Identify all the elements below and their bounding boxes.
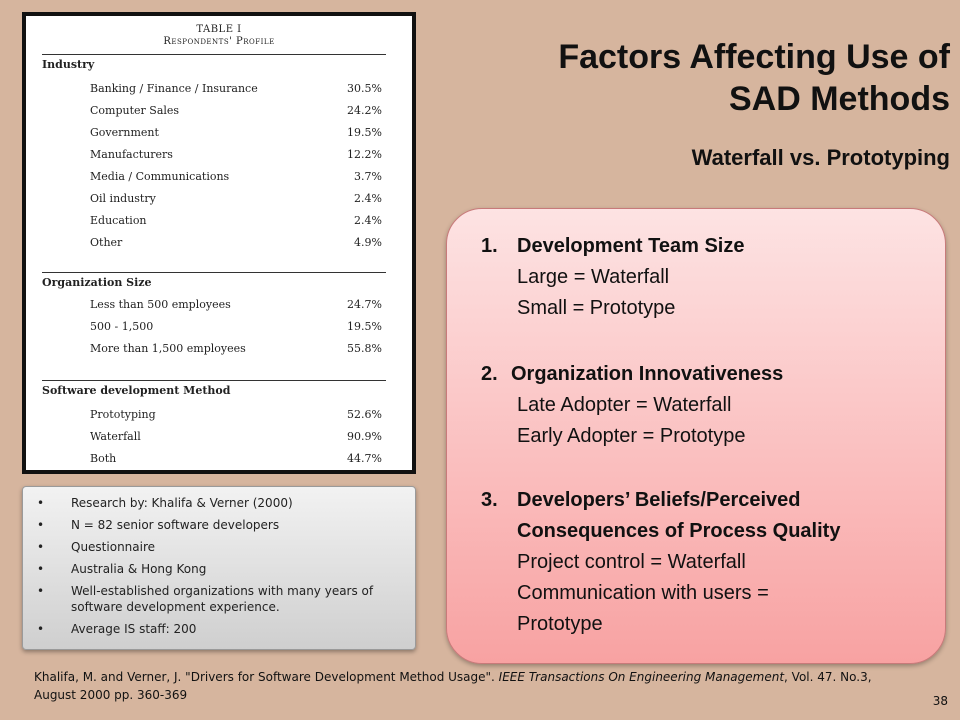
slide-title-line1: Factors Affecting Use of (558, 38, 950, 76)
citation: Khalifa, M. and Verner, J. "Drivers for Software Development Method Usage". IEEE Transactions On Engineering Management, Vol. 47. No.3, August 2000 pp. 360-369 (34, 670, 872, 702)
bullet-icon: • (37, 496, 45, 510)
factor-heading: Development Team Size (517, 235, 745, 257)
factors-box (446, 208, 946, 664)
table-row: More than 1,500 employees 55.8% (90, 342, 382, 355)
list-item: • Well-established organizations with many years of software development experience. (37, 584, 374, 614)
table-row: Education 2.4% (90, 214, 382, 227)
list-item: • Research by: Khalifa & Verner (2000) (37, 496, 293, 510)
factor-detail: Late Adopter = Waterfall (517, 394, 732, 416)
factor-heading: Organization Innovativeness (511, 363, 784, 385)
factor-detail: Communication with users = (517, 582, 769, 604)
factor-detail: Early Adopter = Prototype (517, 425, 746, 447)
factor-detail: Prototype (517, 613, 603, 635)
table-row: Prototyping 52.6% (90, 408, 382, 421)
bullet-icon: • (37, 584, 45, 598)
table-row: Computer Sales 24.2% (90, 104, 382, 117)
table-row: Government 19.5% (90, 126, 382, 139)
respondents-table-image (22, 12, 416, 474)
table-row: Media / Communications 3.7% (90, 170, 382, 183)
table-row: Banking / Finance / Insurance 30.5% (90, 82, 382, 95)
table-row: Both 44.7% (90, 452, 382, 465)
factor-heading: Consequences of Process Quality (517, 520, 841, 542)
slide-subtitle: Waterfall vs. Prototyping (691, 145, 950, 170)
bullet-icon: • (37, 540, 45, 554)
factor-number: 1. (481, 235, 498, 257)
factor-detail: Large = Waterfall (517, 266, 670, 288)
list-item: • Average IS staff: 200 (37, 622, 197, 636)
bullet-icon: • (37, 562, 45, 576)
factor-heading: Developers’ Beliefs/Perceived (517, 489, 801, 511)
list-item: • Questionnaire (37, 540, 156, 554)
table-row: Less than 500 employees 24.7% (90, 298, 382, 311)
factor-detail: Small = Prototype (517, 297, 676, 319)
respondents-table (26, 16, 412, 470)
table-row: Waterfall 90.9% (90, 430, 382, 443)
table-number: TABLE I (196, 24, 242, 35)
table-row: Other 4.9% (90, 236, 382, 249)
factor-detail: Project control = Waterfall (517, 551, 746, 573)
list-item: • N = 82 senior software developers (37, 518, 280, 532)
study-details-box (22, 486, 416, 650)
table-caption: Respondents' Profile (163, 36, 275, 47)
factor-number: 3. (481, 489, 498, 511)
page-number: 38 (932, 694, 948, 708)
table-row: Manufacturers 12.2% (90, 148, 382, 161)
table-rule (42, 272, 386, 273)
bullet-icon: • (37, 622, 45, 636)
section-title-organization-size: Organization Size (42, 276, 152, 289)
section-title-industry: Industry (42, 58, 95, 71)
bullet-icon: • (37, 518, 45, 532)
factor-number: 2. (481, 363, 498, 385)
section-title-software-method: Software development Method (42, 384, 231, 397)
slide-title-line2: SAD Methods (729, 80, 950, 118)
slide-title (430, 36, 950, 120)
table-row: Oil industry 2.4% (90, 192, 382, 205)
journal-name: IEEE Transactions On Engineering Management (498, 670, 785, 684)
table-row: 500 - 1,500 19.5% (90, 320, 382, 333)
table-rule (42, 54, 386, 55)
list-item: • Australia & Hong Kong (37, 562, 207, 576)
study-details-list (35, 495, 401, 637)
table-rule (42, 380, 386, 381)
